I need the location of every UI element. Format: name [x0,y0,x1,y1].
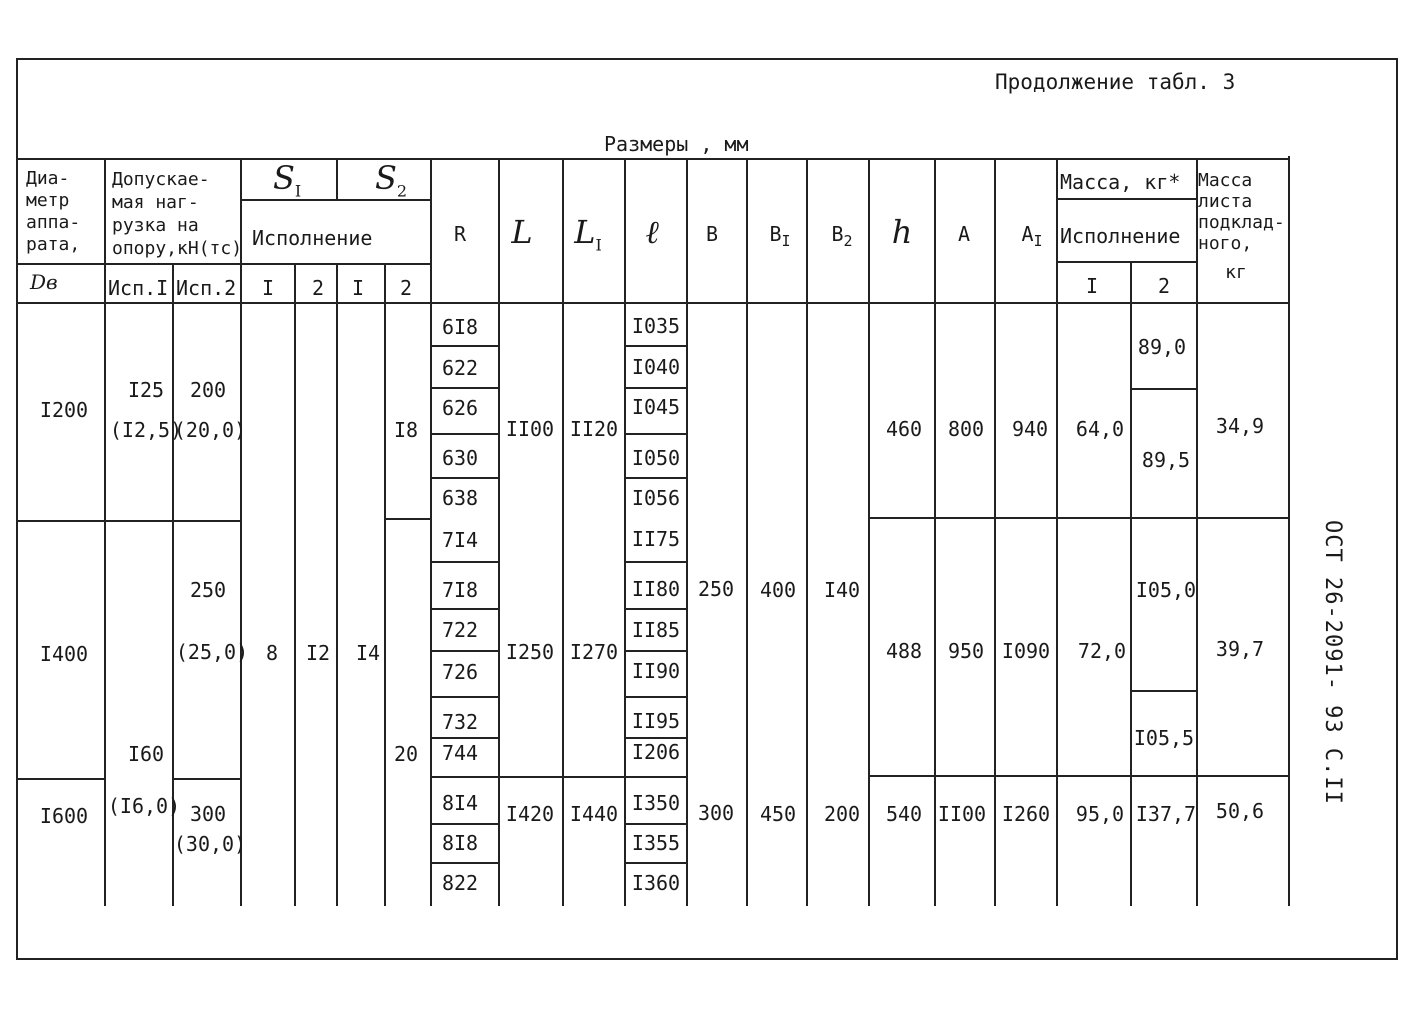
cell-l: II75 [631,527,681,551]
cell-h-b: 488 [885,639,923,663]
cell-R: 7I8 [441,578,479,602]
header-A1: $A_I$ [1021,222,1043,250]
cell-mass2-b: 89,5 [1141,448,1191,472]
cell-isp2-b: 250 [189,578,227,602]
cell-R: 744 [441,741,479,765]
header-l: ℓ [645,213,659,251]
cell-isp1-a: I25 [127,378,165,402]
header-isp2: Исп.2 [176,276,237,300]
cell-isp1-a2: (I2,5) [109,418,183,442]
cell-R: 7I4 [441,528,479,552]
cell-l: II85 [631,618,681,642]
cell-L-a: II00 [505,417,555,441]
cell-L1-b: I270 [569,640,619,664]
cell-diameter-1200: I200 [39,398,89,422]
cell-mass1-b: 72,0 [1077,639,1127,663]
cell-A-a: 800 [947,417,985,441]
header-s2-exec2: 2 [399,276,413,300]
header-s2-exec1: I [351,276,365,300]
cell-h-a: 460 [885,417,923,441]
cell-isp2-b2: (25,0) [175,640,249,664]
cell-R: 732 [441,710,479,734]
cell-R: 622 [441,356,479,380]
cell-mass2-a: 89,0 [1137,335,1187,359]
cell-s1-exec1: 8 [265,641,279,665]
cell-diameter-1400: I400 [39,642,89,666]
cell-B2-a: I40 [823,578,861,602]
header-diameter-symbol: Dв [30,270,58,294]
cell-sheet-c: 50,6 [1215,799,1265,823]
cell-s2-exec1: I4 [355,641,381,665]
cell-A1-c: I260 [1001,802,1051,826]
cell-B-a: 250 [697,577,735,601]
cell-l: I206 [631,740,681,764]
header-s1-exec2: 2 [311,276,325,300]
cell-isp2-c2: (30,0) [173,832,247,856]
header-mass-exec1: I [1085,274,1099,298]
header-mass-exec: Исполнение [1060,224,1181,248]
cell-isp2-c: 300 [189,802,227,826]
header-L: L [511,213,533,251]
cell-mass1-a: 64,0 [1075,417,1125,441]
cell-L-b: I250 [505,640,555,664]
cell-diameter-1600: I600 [39,804,89,828]
cell-A1-b: I090 [1001,639,1051,663]
cell-l: II95 [631,709,681,733]
cell-B1-b: 450 [759,802,797,826]
header-R: R [453,222,467,246]
cell-l: I035 [631,314,681,338]
cell-B-b: 300 [697,801,735,825]
cell-A1-a: 940 [1011,417,1049,441]
header-s1-exec1: I [261,276,275,300]
header-isp1: Исп.I [108,276,169,300]
cell-l: I056 [631,486,681,510]
header-B1: $B_I$ [769,222,791,250]
header-mass-exec2: 2 [1157,274,1171,298]
cell-A-c: II00 [937,802,987,826]
cell-R: 626 [441,396,479,420]
cell-mass2-c: I05,0 [1135,578,1197,602]
cell-B2-b: 200 [823,802,861,826]
cell-mass2-d: I05,5 [1133,726,1195,750]
cell-l: I360 [631,871,681,895]
header-s1: $S_I$ [273,159,302,201]
cell-isp1-b2: (I6,0) [107,794,181,818]
cell-A-b: 950 [947,639,985,663]
cell-l: I045 [631,395,681,419]
header-sheet-mass-unit: кг [1225,262,1247,283]
header-B: B [705,222,719,246]
side-standard-label: ОСТ 26-2091- 93 С.II [1320,520,1345,805]
header-sheet-mass: Масса листа подклад- ного, [1198,170,1285,254]
cell-mass2-e: I37,7 [1135,802,1197,826]
cell-R: 8I4 [441,791,479,815]
cell-R: 722 [441,618,479,642]
header-B2: $B_2$ [831,222,853,250]
cell-l: I040 [631,355,681,379]
cell-R: 638 [441,486,479,510]
cell-isp1-b: I60 [127,742,165,766]
cell-R: 8I8 [441,831,479,855]
cell-isp2-a: 200 [189,378,227,402]
cell-sheet-b: 39,7 [1215,637,1265,661]
cell-mass1-c: 95,0 [1075,802,1125,826]
cell-l: I350 [631,791,681,815]
cell-h-c: 540 [885,802,923,826]
cell-B1-a: 400 [759,578,797,602]
cell-R: 822 [441,871,479,895]
header-diameter: Диа- метр аппа- рата, [26,168,81,255]
header-s2: $S_2$ [375,159,408,201]
cell-L1-c: I440 [569,802,619,826]
cell-l: II80 [631,577,681,601]
continuation-title: Продолжение табл. 3 [995,70,1236,94]
header-h: h [891,213,913,251]
sizes-caption: Размеры , мм [604,132,749,156]
cell-s2-exec2-b: 20 [393,742,419,766]
cell-l: II90 [631,659,681,683]
cell-R: 630 [441,446,479,470]
cell-isp2-a2: (20,0) [173,418,247,442]
header-mass: Масса, кг* [1060,170,1181,194]
header-A: A [957,222,971,246]
cell-L1-a: II20 [569,417,619,441]
cell-sheet-a: 34,9 [1215,414,1265,438]
cell-s2-exec2-a: I8 [393,418,419,442]
cell-l: I355 [631,831,681,855]
header-load: Допускае- мая наг- рузка на опору,кН(тс) [112,169,243,259]
cell-l: I050 [631,446,681,470]
header-L1: $L_I$ [574,213,602,255]
cell-s1-exec2: I2 [305,641,331,665]
cell-L-c: I420 [505,802,555,826]
cell-R: 6I8 [441,315,479,339]
cell-R: 726 [441,660,479,684]
header-execution: Исполнение [252,226,373,250]
